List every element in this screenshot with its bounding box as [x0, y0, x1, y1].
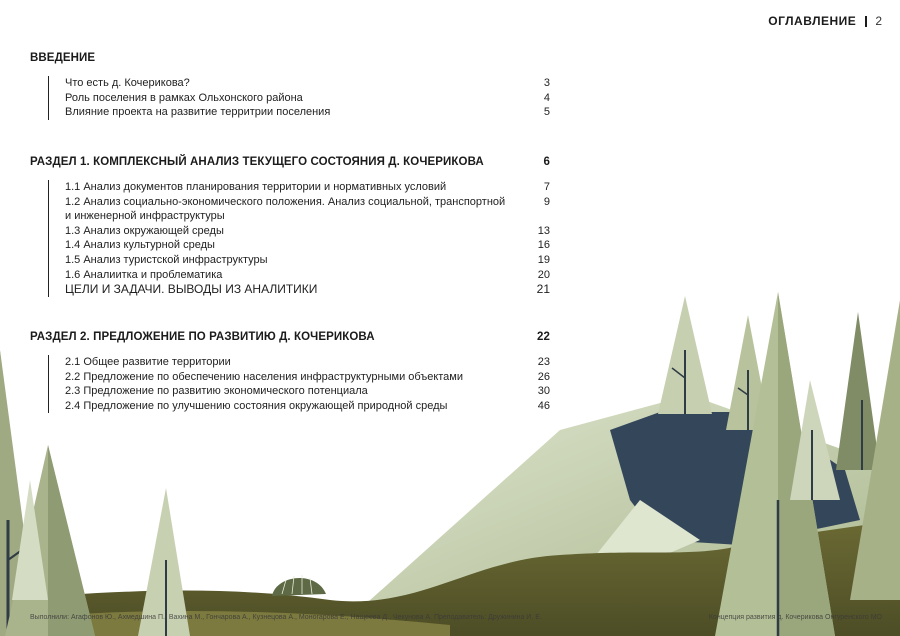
page-number: 2	[875, 14, 882, 28]
header-divider	[865, 16, 867, 27]
toc-entry[interactable]: Что есть д. Кочерикова? 3	[65, 77, 550, 89]
toc-entry[interactable]: 2.2 Предложение по обеспечению населения инфраструктурными объектами 26	[65, 370, 550, 383]
toc-entry[interactable]: 2.4 Предложение по улучшению состояния окружающей природной среды 46	[65, 399, 550, 412]
toc-entry[interactable]: Роль поселения в рамках Ольхонского района 4	[65, 91, 550, 104]
page-header	[768, 14, 882, 28]
toc-entry[interactable]: 2.1 Общее развитие территории 23	[65, 356, 550, 368]
toc-entry[interactable]: 2.3 Предложение по развитию экономического потенциала 30	[65, 385, 550, 398]
tree-icon	[836, 312, 880, 470]
toc-entry[interactable]: 1.1 Анализ документов планирования территории и нормативных условий 7	[65, 181, 550, 193]
toc-entry[interactable]: 1.2 Анализ социально-экономического положения. Анализ социальной, транспортной и инженерной инфраструктуры 9	[65, 195, 550, 223]
page-title: ОГЛАВЛЕНИЕ	[768, 14, 857, 28]
toc-entry[interactable]: Влияние проекта на развитие территрии поселения 5	[65, 106, 550, 119]
toc-entry[interactable]: 1.5 Анализ туристской инфраструктуры 19	[65, 253, 550, 266]
toc-entry-group	[48, 76, 550, 120]
toc-entry[interactable]: 1.4 Анализ культурной среды 16	[65, 239, 550, 252]
toc-section-heading[interactable]: РАЗДЕЛ 2. ПРЕДЛОЖЕНИЕ ПО РАЗВИТИЮ Д. КОЧЕРИКОВА 22	[30, 331, 550, 343]
toc-entry-group	[48, 355, 550, 413]
toc-section-heading[interactable]: РАЗДЕЛ 1. КОМПЛЕКСНЫЙ АНАЛИЗ ТЕКУЩЕГО СОСТОЯНИЯ Д. КОЧЕРИКОВА 6	[30, 156, 550, 168]
footer-project: Концепция развития д. Кочерикова Онгуренского МО	[708, 614, 882, 621]
toc-entry[interactable]: 1.6 Аналиитка и проблематика 20	[65, 268, 550, 281]
toc-entry[interactable]: 1.3 Анализ окружающей среды 13	[65, 224, 550, 237]
footer-authors: Выполнили: Агафонов Ю., Ахмедшина П., Вахина М., Гончарова А., Кузнецова А., Моногарова Е., Нащеева Д., Чекунова А. Преподаватель: Дружинина И. Е.	[30, 614, 542, 621]
toc-section-heading[interactable]: ВВЕДЕНИЕ	[30, 52, 96, 64]
toc-entry-group	[48, 180, 550, 297]
toc-entry[interactable]: ЦЕЛИ И ЗАДАЧИ. ВЫВОДЫ ИЗ АНАЛИТИКИ 21	[65, 282, 550, 297]
bush-icon	[272, 578, 326, 596]
